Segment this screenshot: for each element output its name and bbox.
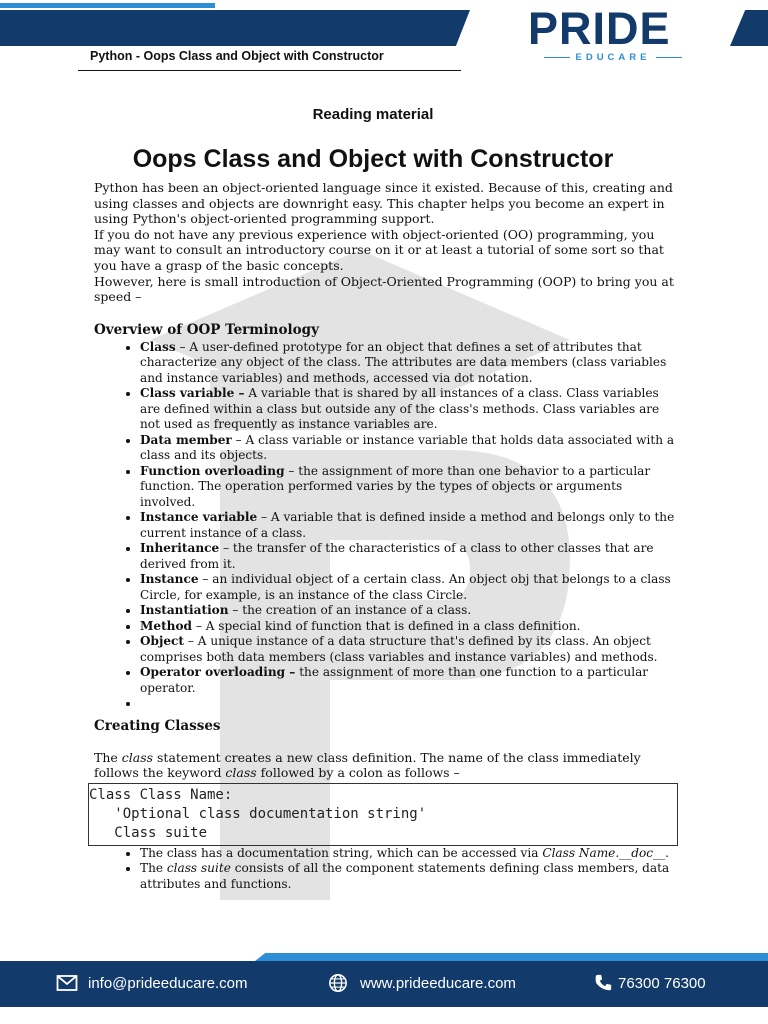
term-label: Instance variable	[140, 510, 258, 525]
term-label: Instance	[140, 572, 199, 587]
term-description: – A unique instance of a data structure that's defined by its class. An object comprises both data members (class variables and instance variables) and methods.	[140, 634, 658, 664]
term-description: – the creation of an instance of a class.	[228, 603, 472, 618]
term-description: – an individual object of a certain class. An object obj that belongs to a class Circle, for example, is an instance of the class Circle.	[140, 572, 671, 602]
term-label: Data member	[140, 432, 232, 447]
list-item	[140, 619, 680, 635]
text-run: .	[665, 845, 670, 860]
term-description: – A special kind of function that is defined in a class definition.	[191, 618, 581, 633]
overview-heading: Overview of OOP Terminology	[94, 321, 319, 338]
header-accent-stripe	[0, 3, 215, 8]
term-description: the assignment of more than one function to a particular operator.	[140, 665, 649, 695]
text-run: followed by a colon as follows –	[256, 765, 460, 781]
footer-accent-stripe	[255, 953, 768, 961]
list-item	[140, 433, 680, 464]
globe-icon	[327, 973, 349, 993]
code-block	[88, 783, 678, 846]
reading-material-label: Reading material	[312, 106, 434, 123]
emphasis-text: Class Name.__doc__	[542, 845, 666, 860]
class-notes-list	[94, 846, 680, 893]
intro-paragraph: However, here is small introduction of Object-Oriented Programming (OOP) to bring you at speed –	[94, 273, 674, 305]
emphasis-text: class suite	[166, 861, 231, 876]
code-line: 'Optional class documentation string'	[89, 805, 427, 822]
term-description: – A class variable or instance variable that holds data associated with a class and its objects.	[140, 432, 675, 463]
list-item	[140, 510, 680, 541]
term-label: Object	[140, 634, 185, 649]
intro-section	[94, 180, 680, 305]
text-run: consists of all the component statements defining class members, data attributes and functions.	[140, 861, 670, 891]
list-item	[140, 846, 680, 862]
list-item	[140, 572, 680, 603]
logo-wordmark: PRIDE	[528, 3, 671, 54]
phone-icon	[592, 973, 614, 993]
text-run: The	[140, 861, 167, 876]
creating-classes-heading: Creating Classes	[94, 717, 221, 734]
list-item	[140, 340, 680, 387]
list-item	[140, 861, 680, 892]
keyword-class: class	[121, 749, 154, 765]
terminology-list	[94, 340, 680, 712]
term-label: Class variable –	[140, 386, 245, 401]
list-item	[140, 665, 680, 696]
logo-subtitle: EDUCARE	[528, 52, 698, 63]
footer-website-link[interactable]: www.prideeducare.com	[360, 975, 516, 992]
header-banner	[0, 10, 470, 46]
class-intro-paragraph	[94, 750, 680, 781]
term-label: Instantiation	[140, 603, 229, 618]
term-label: Function overloading	[140, 463, 285, 478]
page-title: Oops Class and Object with Constructor	[132, 145, 614, 173]
document-body	[89, 100, 680, 892]
code-line: Class Class Name:	[89, 786, 233, 803]
text-run: The class has a documentation string, which can be accessed via	[140, 845, 543, 860]
document-header-title: Python - Oops Class and Object with Constructor	[90, 49, 384, 63]
text-run: The	[94, 749, 122, 765]
keyword-class: class	[225, 765, 257, 781]
code-line: Class suite	[89, 824, 208, 841]
text-run: statement creates a new class definition. The name of the class immediately follows the keyword	[94, 749, 641, 781]
term-description: – A user-defined prototype for an object that defines a set of attributes that characterize any object of the class. The attributes are data members (class variables and instance variables) and methods, accessed via dot notation.	[140, 339, 667, 385]
term-description: – the transfer of the characteristics of a class to other classes that are derived from it.	[140, 541, 654, 571]
term-label: Operator overloading –	[140, 665, 296, 680]
footer-email-link[interactable]: info@prideeducare.com	[88, 975, 248, 992]
header-corner-shape	[730, 10, 768, 46]
term-label: Class	[140, 339, 176, 354]
term-description: A variable that is shared by all instances of a class. Class variables are defined within a class but outside any of the class's methods. Class variables are not used as frequently as instance variables are.	[140, 386, 660, 432]
intro-paragraph: If you do not have any previous experience with object-oriented (OO) programming, you may want to consult an introductory course on it or at least a tutorial of some sort so that you have a grasp of the basic concepts.	[94, 226, 664, 273]
intro-paragraph: Python has been an object-oriented language since it existed. Because of this, creating and using classes and objects are downright easy. This chapter helps you become an expert in using Python's object-oriented programming support.	[94, 180, 673, 227]
pride-educare-logo	[528, 3, 698, 66]
list-item	[140, 386, 680, 433]
empty-list-item	[140, 696, 680, 712]
term-label: Method	[140, 618, 192, 633]
list-item	[140, 464, 680, 511]
list-item	[140, 603, 680, 619]
term-description: – A variable that is defined inside a method and belongs only to the current instance of a class.	[140, 510, 675, 540]
list-item	[140, 541, 680, 572]
term-label: Inheritance	[140, 541, 220, 556]
footer-phone-link[interactable]: 76300 76300	[618, 975, 706, 992]
term-description: – the assignment of more than one behavior to a particular function. The operation performed varies by the types of objects or arguments involved.	[140, 463, 651, 509]
mail-icon	[56, 973, 78, 993]
header-underline	[78, 70, 461, 71]
list-item	[140, 634, 680, 665]
